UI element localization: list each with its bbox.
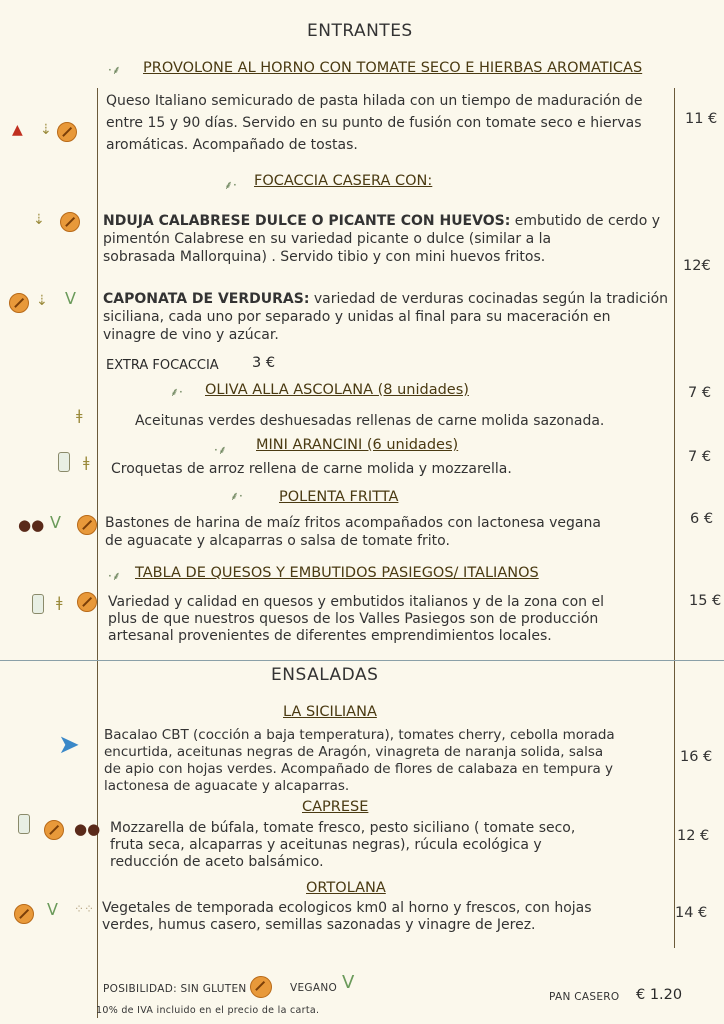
iva-note: 10% de IVA incluido en el precio de la carta. <box>96 1005 320 1016</box>
vegan-leaf-icon: ᐯ <box>50 513 61 532</box>
extra-focaccia-label: EXTRA FOCACCIA <box>106 358 219 373</box>
herb-sprig-icon: ⸙· <box>170 385 183 399</box>
wheat-icon: ⇣ <box>36 293 48 309</box>
wheat-icon: ǂ <box>83 455 90 471</box>
spicy-pepper-icon: ▲ <box>12 122 23 138</box>
gluten-free-legend-label: POSIBILIDAD: SIN GLUTEN <box>103 983 247 995</box>
dish-title-ortolana: ORTOLANA <box>306 880 386 896</box>
price-tabla: 15 € <box>689 593 722 609</box>
wheat-icon: ⇣ <box>40 122 52 138</box>
vegan-legend-label: VEGANO <box>290 982 338 994</box>
fish-icon: ➤ <box>58 730 80 760</box>
left-divider <box>97 88 98 1018</box>
gluten-free-icon <box>9 293 29 313</box>
price-caprese: 12 € <box>677 828 710 844</box>
dish-desc-ortolana: Vegetales de temporada ecologicos km0 al horno y frescos, con hojas verdes, humus casero, semillas sazonadas y vinagre de Jerez. <box>102 900 592 933</box>
seeds-icon: ⁘⁘ <box>74 902 95 916</box>
gluten-free-icon <box>14 904 34 924</box>
olives-icon: ●● <box>74 820 101 838</box>
gluten-free-icon <box>77 515 97 535</box>
dish-title-polenta: POLENTA FRITTA <box>279 489 399 505</box>
wheat-icon: ⇣ <box>33 212 45 228</box>
dish-title-siciliana: LA SICILIANA <box>283 704 377 720</box>
milk-bottle-icon <box>58 452 70 472</box>
herb-sprig-icon: ·⸙ <box>214 443 227 457</box>
wheat-icon: ǂ <box>56 595 63 611</box>
pan-casero-label: PAN CASERO <box>549 991 620 1003</box>
milk-bottle-icon <box>18 814 30 834</box>
section-title-entrantes: ENTRANTES <box>307 21 413 41</box>
dish-desc-oliva: Aceitunas verdes deshuesadas rellenas de carne molida sazonada. <box>135 413 605 429</box>
vegan-leaf-icon: ᐯ <box>342 972 355 993</box>
milk-bottle-icon <box>32 594 44 614</box>
dish-title-tabla: TABLA DE QUESOS Y EMBUTIDOS PASIEGOS/ ITALIANOS <box>135 565 539 581</box>
vegan-leaf-icon: ᐯ <box>65 289 76 308</box>
dish-desc-arancini: Croquetas de arroz rellena de carne molida y mozzarella. <box>111 461 512 477</box>
olives-icon: ●● <box>18 516 45 534</box>
dish-desc-tabla: Variedad y calidad en quesos y embutidos italianos y de la zona con el plus de que nuestros quesos de los Valles Pasiegos son de producción artesanal provenientes de diferentes emprendimientos locales. <box>108 594 604 644</box>
gluten-free-icon <box>250 976 272 998</box>
dish-desc-nduja: NDUJA CALABRESE DULCE O PICANTE CON HUEVOS: embutido de cerdo y pimentón Calabrese en su variedad picante o dulce (similar a la sobrasada Mallorquina) . Servido tibio y con mini huevos fritos. <box>103 213 660 265</box>
dish-desc-provolone: Queso Italiano semicurado de pasta hilada con un tiempo de maduración de entre 15 y 90 días. Servido en su punto de fusión con tomate seco e hiervas aromáticas. Acompañado de tostas. <box>106 93 643 153</box>
pan-casero-price: € 1.20 <box>636 987 683 1003</box>
dish-desc-siciliana: Bacalao CBT (cocción a baja temperatura), tomates cherry, cebolla morada encurtida, aceitunas negras de Aragón, vinagreta de naranja solida, salsa de apio con hojas verdes. Acompañado de flores de calabaza en tempura y lactonesa de aguacate y alcaparras. <box>104 727 615 794</box>
dish-desc-caprese: Mozzarella de búfala, tomate fresco, pesto siciliano ( tomate seco, fruta seca, alcaparras y aceitunas negras), rúcula ecológica y reducción de aceto balsámico. <box>110 820 576 870</box>
price-oliva: 7 € <box>688 385 712 401</box>
price-arancini: 7 € <box>688 449 712 465</box>
dish-title-provolone: PROVOLONE AL HORNO CON TOMATE SECO E HIERBAS AROMATICAS <box>143 60 643 76</box>
dish-title-caprese: CAPRESE <box>302 799 369 815</box>
price-polenta: 6 € <box>690 511 714 527</box>
dish-desc-polenta: Bastones de harina de maíz fritos acompañados con lactonesa vegana de aguacate y alcaparras o salsa de tomate frito. <box>105 515 601 549</box>
section-divider <box>0 660 724 661</box>
dish-desc-caponata: CAPONATA DE VERDURAS: variedad de verduras cocinadas según la tradición siciliana, cada uno por separado y unidas al final para su maceración en vinagre de vino y azúcar. <box>103 291 669 343</box>
wheat-icon: ǂ <box>76 408 83 424</box>
dish-title-focaccia: FOCACCIA CASERA CON: <box>254 173 433 189</box>
gluten-free-icon <box>77 592 97 612</box>
gluten-free-icon <box>60 212 80 232</box>
vegan-leaf-icon: ᐯ <box>47 900 58 919</box>
price-provolone: 11 € <box>685 111 718 127</box>
herb-sprig-icon: ⸙· <box>230 489 243 503</box>
extra-focaccia-price: 3 € <box>252 355 276 371</box>
herb-sprig-icon: ·⸙ <box>108 569 121 583</box>
price-focaccia: 12€ <box>683 258 711 274</box>
gluten-free-icon <box>57 122 77 142</box>
price-ortolana: 14 € <box>675 905 708 921</box>
dish-title-arancini: MINI ARANCINI (6 unidades) <box>256 437 459 453</box>
herb-sprig-icon: ·⸙ <box>108 63 121 77</box>
section-title-ensaladas: ENSALADAS <box>271 665 379 685</box>
herb-sprig-icon: ⸙· <box>224 178 237 192</box>
dish-title-oliva: OLIVA ALLA ASCOLANA (8 unidades) <box>205 382 469 398</box>
gluten-free-icon <box>44 820 64 840</box>
price-siciliana: 16 € <box>680 749 713 765</box>
